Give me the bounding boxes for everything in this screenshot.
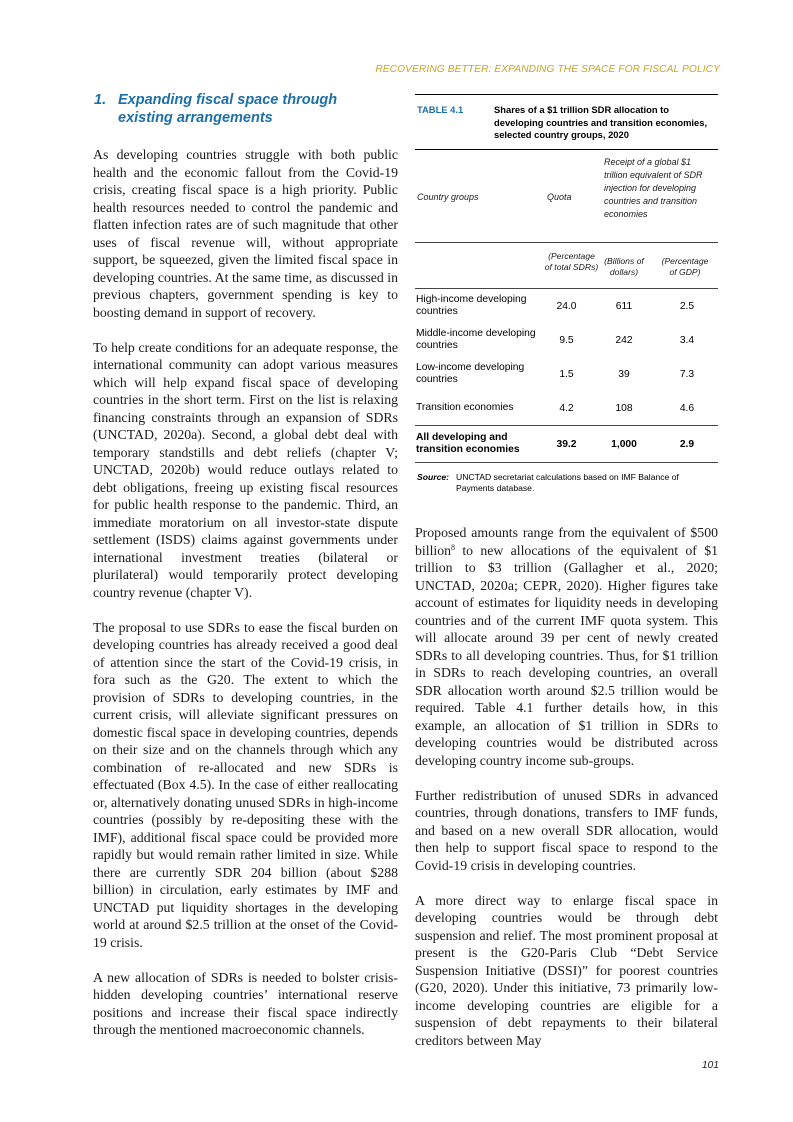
cell-group: Middle-income developing countries	[416, 328, 536, 351]
cell-quota: 39.2	[556, 438, 577, 450]
paragraph	[415, 524, 718, 769]
paragraph: A more direct way to enlarge fiscal space in developing countries would be through debt suspension and relief. The most prominent proposal at present is the G20-Paris Club “Debt Service Suspension Initiative (DSSI)” for poorest countries (G20, 2020). Under this initiative, 73 primarily low-income developing countries are eligible for a suspension of debt repayments to their bilateral creditors between May	[415, 892, 718, 1048]
source-label: Source:	[417, 472, 449, 482]
paragraph: A new allocation of SDRs is needed to bolster crisis-hidden developing countries’ international reserve positions and increase their fiscal space indirectly through the mentioned macroeconomic channels.	[93, 969, 398, 1037]
paragraph: As developing countries struggle with both public health and the economic fallout from the Covid-19 crisis, creating fiscal space is a high priority. Public health resources needed to control the pandemic and flatten infection rates are of such magnitude that other uses of fiscal revenue will, without appropriate support, be squeezed, given the limited fiscal space in developing countries. At the same time, as discussed in previous chapters, government spending is key to boosting demand in support of recovery.	[93, 147, 398, 320]
cell-gdp: 7.3	[679, 368, 695, 380]
table-4-1	[415, 94, 718, 494]
table-header	[415, 150, 718, 242]
header-country-groups: Country groups	[417, 192, 479, 202]
cell-quota: 1.5	[559, 368, 574, 380]
header-quota: Quota	[547, 192, 572, 202]
cell-gdp: 3.4	[679, 334, 695, 346]
cell-gdp: 2.9	[679, 438, 695, 450]
unit-quota: (Percentage of total SDRs)	[544, 251, 599, 272]
paragraph-text: to new allocations of the equivalent of $1 trillion to $3 trillion (Gallagher et al., 2020; UNCTAD, 2020a; CEPR, 2020). Higher figures take account of estimates for liquidity needs in developing countries and of the current IMF quota system. This will allocate around 39 per cent of newly created SDRs to all developing countries. Thus, for $1 trillion in SDRs to reach developing countries, an overall SDR allocation worth around $2.5 trillion would be required. Table 4.1 further details how, in this example, an allocation of $1 trillion in SDRs to developing countries would be distributed across developing country income sub-groups.	[415, 542, 718, 768]
paragraph: Further redistribution of unused SDRs in advanced countries, through donations, transfers to IMF funds, and based on a new overall SDR allocation, would then help to support fiscal space to respond to the Covid-19 crisis in developing countries.	[415, 787, 718, 873]
cell-gdp: 2.5	[679, 300, 695, 312]
unit-billions: (Billions of dollars)	[604, 256, 644, 277]
page-number: 101	[701, 1060, 719, 1071]
section-number: 1.	[94, 92, 107, 108]
paragraph: To help create conditions for an adequate response, the international community can adopt various measures which will help expand fiscal space of developing countries in the short term. First on the list is relaxing financing constraints through an expansion of SDRs (UNCTAD, 2020a). Second, a global debt deal with temporary standstills and debt reliefs (chapter V; UNCTAD, 2020b) would reduce outlays related to debt obligations, freeing up existing fiscal resources for public health response to the pandemic. Third, an immediate moratorium on all investor-state dispute settlement (ISDS) claims against governments under international investment treaties (bilateral or plurilateral) would temporarily protect developing country revenue (chapter V).	[93, 339, 398, 600]
table-row	[415, 323, 718, 357]
header-receipt: Receipt of a global $1 trillion equivalent of SDR injection for developing countries and transition economies	[604, 157, 703, 219]
cell-quota: 9.5	[559, 334, 574, 346]
table-total-row	[415, 426, 718, 462]
cell-billions: 1,000	[611, 438, 637, 450]
cell-billions: 611	[615, 300, 633, 312]
table-row	[415, 289, 718, 323]
cell-billions: 242	[615, 334, 633, 346]
cell-billions: 39	[618, 368, 630, 380]
cell-group: Low-income developing countries	[416, 362, 525, 385]
cell-quota: 24.0	[556, 300, 577, 312]
table-caption: Shares of a $1 trillion SDR allocation to developing countries and transition economies, selected country groups, 2020	[494, 104, 708, 140]
section-heading	[94, 91, 394, 127]
table-label: TABLE 4.1	[417, 104, 464, 115]
cell-billions: 108	[615, 402, 633, 414]
right-column	[415, 524, 718, 1049]
source-text: UNCTAD secretariat calculations based on IMF Balance of Payments database.	[456, 472, 679, 493]
paragraph: The proposal to use SDRs to ease the fiscal burden on developing countries has already received a good deal of attention since the start of the Covid-19 crisis, in fora such as the G20. The extent to which the provision of SDRs to developing countries, in the current crisis, will alleviate significant pressures on domestic fiscal space in developing countries, depends on their size and on the channels through which any combination of re-allocated and new SDRs is effectuated (Box 4.5). In the case of either reallocating or, alternatively donating unused SDRs in high-income countries (possibly by re-depositing these with the IMF), additional fiscal space could be provided more rapidly but would remain rather limited in size. While there are currently SDR 204 billion (about $288 billion) in circulation, early estimates by IMF and UNCTAD put liquidity shortages in the developing world at around $2.5 trillion at the onset of the Covid-19 crisis.	[93, 619, 398, 950]
table-title	[415, 95, 718, 149]
footnote-marker[interactable]: 8	[451, 542, 456, 552]
left-column	[93, 146, 398, 1039]
cell-quota: 4.2	[559, 402, 574, 414]
cell-gdp: 4.6	[679, 402, 695, 414]
running-head: RECOVERING BETTER: EXPANDING THE SPACE FOR FISCAL POLICY	[375, 64, 720, 75]
paragraph-text: Proposed amounts range from the equivalent of $500 billion	[415, 525, 718, 558]
table-units-row	[415, 243, 718, 288]
table-row	[415, 357, 718, 391]
section-title-line2: existing arrangements	[118, 110, 273, 126]
cell-group: Transition economies	[416, 402, 514, 413]
table-row	[415, 391, 718, 425]
cell-group: High-income developing countries	[416, 294, 527, 317]
unit-gdp: (Percentage of GDP)	[661, 256, 709, 277]
table-source	[415, 463, 718, 494]
section-title-line1: Expanding fiscal space through	[118, 92, 338, 108]
cell-group: All developing and transition economies	[416, 432, 520, 455]
